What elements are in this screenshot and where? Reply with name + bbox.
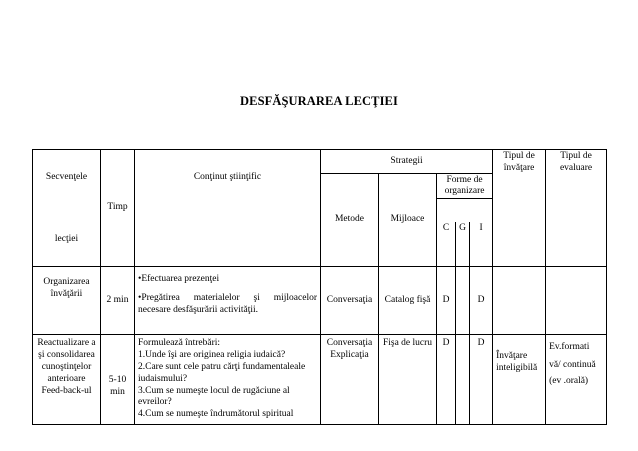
header-secventele bbox=[33, 150, 101, 267]
continut-line: 2.Care sunt cele patru cărţi fundamentaleale iudaismului? bbox=[138, 361, 306, 384]
continut-line: Formulează întrebări: bbox=[138, 338, 221, 348]
header-tipul-invatare: Tipul de învăţare bbox=[493, 150, 546, 267]
lesson-table bbox=[32, 149, 607, 425]
header-row-1 bbox=[33, 150, 607, 174]
cell-i: D bbox=[470, 335, 493, 425]
cell-c: D bbox=[437, 267, 456, 335]
continut-line: •Pregătirea materialelor şi mijloacelor necesare desfăşurării activităţii. bbox=[138, 292, 317, 315]
cell-tip-evaluare bbox=[546, 335, 607, 425]
cell-secventa: Reactualizare a şi consolidarea cunoştinţelor anterioare Feed-back-ul bbox=[33, 335, 101, 425]
cell-c: D bbox=[437, 335, 456, 425]
header-mijloace: Mijloace bbox=[379, 174, 437, 267]
header-forme-spacer bbox=[437, 199, 493, 222]
evaluare-text: Ev.formati vă/ continuă bbox=[549, 342, 596, 371]
header-secventele-label: Secvenţele bbox=[45, 172, 88, 182]
cell-tip-invatare: Învăţare inteligibilă bbox=[493, 335, 546, 425]
cell-timp: 5-10 min bbox=[101, 335, 135, 425]
cell-tip-evaluare bbox=[546, 267, 607, 335]
cell-secventa: Organizarea învăţării bbox=[33, 267, 101, 335]
evaluare-text: (ev .orală) bbox=[549, 376, 589, 387]
header-forme-g: G bbox=[456, 222, 470, 267]
table-row bbox=[33, 335, 607, 425]
table-row bbox=[33, 267, 607, 335]
header-forme-c: C bbox=[437, 222, 456, 267]
header-forme-i: I bbox=[470, 222, 493, 267]
cell-metode: Conversaţia Explicaţia bbox=[321, 335, 379, 425]
cell-i: D bbox=[470, 267, 493, 335]
header-forme: Forme de organizare bbox=[437, 174, 493, 199]
cell-g bbox=[456, 267, 470, 335]
cell-mijloace: Catalog fişă bbox=[379, 267, 437, 335]
header-metode: Metode bbox=[321, 174, 379, 267]
cell-tip-invatare bbox=[493, 267, 546, 335]
cell-metode: Conversaţia bbox=[321, 267, 379, 335]
cell-continut bbox=[135, 267, 321, 335]
continut-line: 4.Cum se numeşte îndrumătorul spiritual bbox=[138, 409, 294, 420]
page-title: DESFĂŞURAREA LECŢIEI bbox=[240, 94, 398, 108]
cell-g bbox=[456, 335, 470, 425]
cell-timp: 2 min bbox=[101, 267, 135, 335]
continut-line: 1.Unde îşi are originea religia iudaică? bbox=[138, 349, 286, 360]
cell-continut bbox=[135, 335, 321, 425]
header-continut: Conţinut ştiinţific bbox=[135, 150, 321, 267]
cell-mijloace: Fişa de lucru bbox=[379, 335, 437, 425]
header-lectiei-label: lecţiei bbox=[54, 234, 79, 244]
continut-line: •Efectuarea prezenţei bbox=[138, 274, 220, 284]
header-timp: Timp bbox=[101, 150, 135, 267]
header-tipul-evaluare: Tipul de evaluare bbox=[546, 150, 607, 267]
header-strategii: Strategii bbox=[321, 150, 493, 174]
continut-line: 3.Cum se numeşte locul de rugăciune al evreilor? bbox=[138, 385, 290, 408]
